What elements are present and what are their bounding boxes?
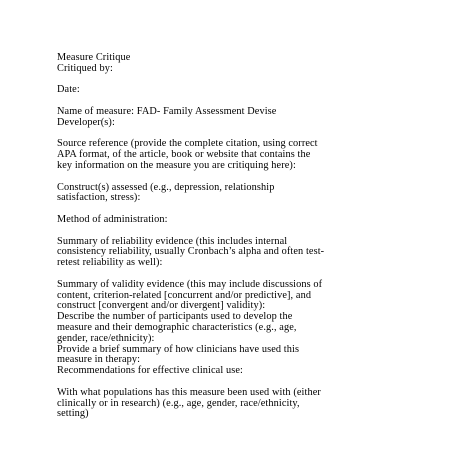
document-page — [57, 53, 437, 420]
developers-label: Developer(s): — [57, 116, 115, 128]
participants-line-3: gender, race/ethnicity): — [57, 332, 155, 344]
participants-line-2: measure and their demographic characteristics (e.g., age, — [57, 321, 297, 333]
populations-line-2: clinically or in research) (e.g., age, gender, race/ethnicity, — [57, 397, 300, 409]
validity-line-2: content, criterion-related [concurrent and/or predictive], and — [57, 289, 312, 301]
blank-line — [57, 172, 437, 183]
critiqued-by-label: Critiqued by: — [57, 62, 113, 74]
source-reference-line-3: key information on the measure you are critiquing here): — [57, 159, 296, 171]
document-title: Measure Critique — [57, 52, 131, 63]
source-reference-line-1: Source reference (provide the complete citation, using correct — [57, 138, 318, 150]
method-of-administration-label: Method of administration: — [57, 213, 168, 225]
source-reference-line-2: APA format, of the article, book or website that contains the — [57, 149, 311, 161]
populations-line-1: With what populations has this measure been used with (either — [57, 386, 321, 398]
recommendations-label: Recommendations for effective clinical use: — [57, 365, 243, 377]
date-label: Date: — [57, 84, 80, 96]
validity-line-3: construct [convergent and/or divergent] validity): — [57, 300, 266, 312]
clinician-use-line-2: measure in therapy: — [57, 354, 141, 366]
constructs-line-1: Construct(s) assessed (e.g., depression, relationship — [57, 181, 275, 193]
reliability-line-1: Summary of reliability evidence (this includes internal — [57, 235, 288, 247]
constructs-line-2: satisfaction, stress): — [57, 192, 141, 204]
measure-name-line: Name of measure: FAD- Family Assessment Devise — [57, 105, 277, 117]
blank-line — [57, 75, 437, 86]
participants-line-1: Describe the number of participants used to develop the — [57, 311, 293, 323]
populations-line-3: setting) — [57, 408, 89, 420]
clinician-use-line-1: Provide a brief summary of how clinicians have used this — [57, 343, 300, 355]
blank-line — [57, 226, 437, 237]
validity-line-1: Summary of validity evidence (this may include discussions of — [57, 278, 323, 290]
reliability-line-3: retest reliability as well): — [57, 257, 163, 269]
reliability-line-2: consistency reliability, usually Cronbach’s alpha and often test- — [57, 246, 325, 258]
